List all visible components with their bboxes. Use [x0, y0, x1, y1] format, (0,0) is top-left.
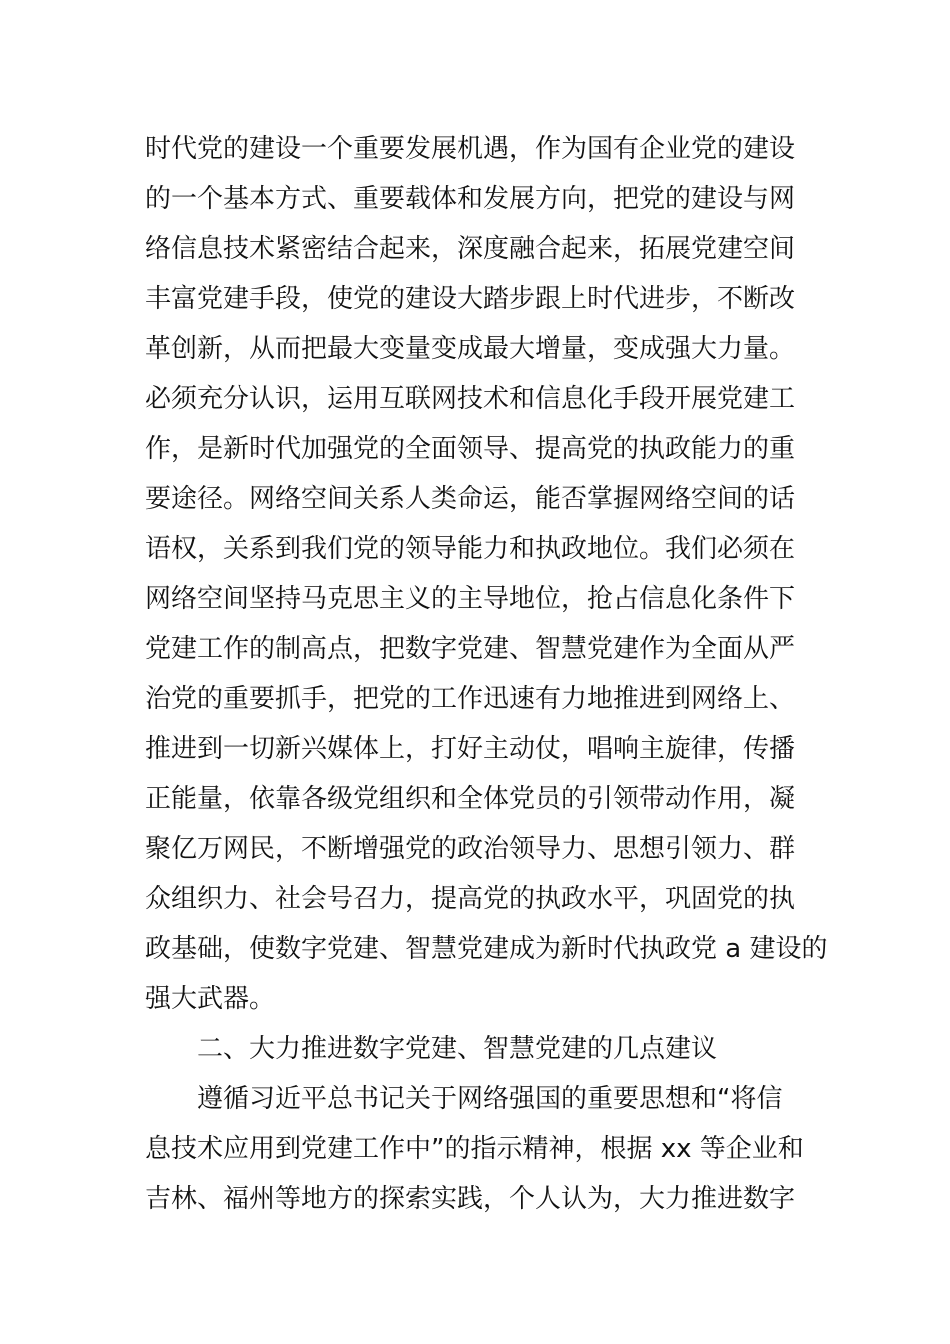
text-line: 治党的重要抓手，把党的工作迅速有力地推进到网络上、 — [145, 684, 796, 714]
text-line: 强大武器。 — [145, 984, 276, 1014]
text-line: 丰富党建手段，使党的建设大踏步跟上时代进步，不断改 — [145, 284, 796, 314]
paragraph-first-line: 遵循习近平总书记关于网络强国的重要思想和“将信 — [197, 1084, 783, 1114]
text-line: 的一个基本方式、重要载体和发展方向，把党的建设与网 — [145, 184, 796, 214]
text-line: 时代党的建设一个重要发展机遇，作为国有企业党的建设 — [145, 134, 796, 164]
text-line: 网络空间坚持马克思主义的主导地位，抢占信息化条件下 — [145, 584, 796, 614]
text-line: 吉林、福州等地方的探索实践，个人认为，大力推进数字 — [145, 1184, 796, 1214]
text-line: 语权，关系到我们党的领导能力和执政地位。我们必须在 — [145, 534, 796, 564]
text-line: 息技术应用到党建工作中”的指示精神，根据 xx 等企业和 — [145, 1134, 804, 1164]
text-line: 革创新，从而把最大变量变成最大增量，变成强大力量。 — [145, 334, 796, 364]
text-line: 作，是新时代加强党的全面领导、提高党的执政能力的重 — [145, 434, 796, 464]
text-line: 党建工作的制高点，把数字党建、智慧党建作为全面从严 — [145, 634, 796, 664]
text-line: 正能量，依靠各级党组织和全体党员的引领带动作用，凝 — [145, 784, 796, 814]
text-line: 政基础，使数字党建、智慧党建成为新时代执政党 a 建设的 — [145, 934, 828, 964]
text-line: 要途径。网络空间关系人类命运，能否掌握网络空间的话 — [145, 484, 796, 514]
text-line: 推进到一切新兴媒体上，打好主动仗，唱响主旋律，传播 — [145, 734, 796, 764]
body-text — [145, 124, 828, 1224]
text-line: 必须充分认识，运用互联网技术和信息化手段开展党建工 — [145, 384, 796, 414]
text-line: 众组织力、社会号召力，提高党的执政水平，巩固党的执 — [145, 884, 796, 914]
section-heading: 二、大力推进数字党建、智慧党建的几点建议 — [197, 1034, 718, 1064]
text-line: 聚亿万网民，不断增强党的政治领导力、思想引领力、群 — [145, 834, 796, 864]
text-line: 络信息技术紧密结合起来，深度融合起来，拓展党建空间 — [145, 234, 796, 264]
